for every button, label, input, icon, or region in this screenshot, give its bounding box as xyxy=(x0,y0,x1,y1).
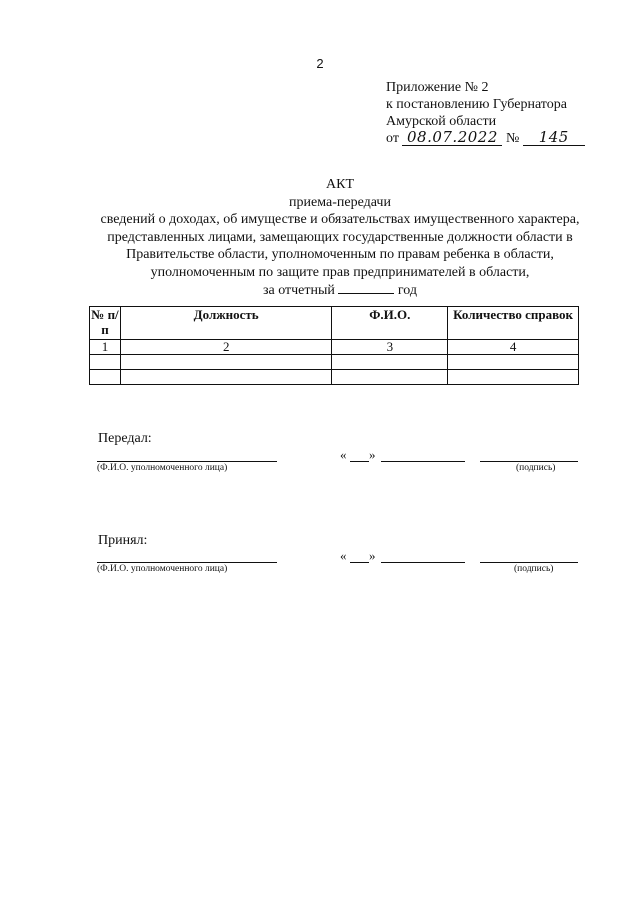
date-prefix: от xyxy=(386,131,399,146)
title-line-5: уполномоченным по защите прав предпринимателей в области, xyxy=(150,264,530,280)
handwritten-date: 08.07.2022 xyxy=(402,130,502,146)
received-day-line[interactable] xyxy=(350,562,369,563)
received-by-label: Принял: xyxy=(98,533,148,548)
page-number: 2 xyxy=(316,56,324,71)
appendix-date-line xyxy=(386,130,585,147)
title-line-1: приема-передачи xyxy=(289,194,391,210)
table-cell[interactable] xyxy=(332,355,448,370)
table-cell[interactable] xyxy=(90,370,121,385)
transferred-signature-caption: (подпись) xyxy=(516,463,556,473)
title-line-2: сведений о доходах, об имуществе и обязательствах имущественного характера, xyxy=(100,212,580,227)
title-line-3: представленных лицами, замещающих государственные должности области в xyxy=(107,229,573,245)
title-line-4: Правительстве области, уполномоченным по правам ребенка в области, xyxy=(126,247,554,262)
table-cell: 4 xyxy=(448,340,579,355)
table-row xyxy=(90,355,579,370)
table-row xyxy=(90,370,579,385)
table-header-row xyxy=(90,307,579,340)
appendix-block xyxy=(386,79,585,147)
transferred-name-caption: (Ф.И.О. уполномоченного лица) xyxy=(97,463,228,473)
transferred-signature-line[interactable] xyxy=(480,461,578,462)
table-cell[interactable] xyxy=(332,370,448,385)
transferred-day-line[interactable] xyxy=(350,461,369,462)
header-count: Количество справок xyxy=(448,307,579,340)
received-signature-caption: (подпись) xyxy=(514,564,554,574)
received-month-line[interactable] xyxy=(381,562,465,563)
appendix-region: Амурской области xyxy=(386,114,497,129)
table-cell[interactable] xyxy=(120,355,332,370)
reporting-year-prefix: за отчетный xyxy=(262,283,335,298)
handwritten-number: 145 xyxy=(523,130,585,146)
reporting-year-blank[interactable] xyxy=(338,281,394,294)
table-cell[interactable] xyxy=(448,370,579,385)
transferred-month-line[interactable] xyxy=(381,461,465,462)
appendix-reference: к постановлению Губернатора xyxy=(386,97,567,112)
number-prefix: № xyxy=(505,131,520,146)
received-open-quote: « xyxy=(340,548,347,563)
table-numbering-row xyxy=(90,340,579,355)
table-cell: 3 xyxy=(332,340,448,355)
table-cell: 2 xyxy=(120,340,332,355)
table-cell[interactable] xyxy=(120,370,332,385)
transfer-table xyxy=(89,306,579,385)
received-close-quote: » xyxy=(369,548,376,563)
header-full-name: Ф.И.О. xyxy=(332,307,448,340)
header-number: № п/п xyxy=(90,307,121,340)
title-line-6 xyxy=(70,281,610,300)
transferred-close-quote: » xyxy=(369,447,376,462)
appendix-title: Приложение № 2 xyxy=(386,80,489,95)
table-cell[interactable] xyxy=(448,355,579,370)
transferred-open-quote: « xyxy=(340,447,347,462)
received-name-caption: (Ф.И.О. уполномоченного лица) xyxy=(97,564,228,574)
document-title-block xyxy=(70,176,610,300)
transferred-by-label: Передал: xyxy=(98,431,152,446)
received-signature-line[interactable] xyxy=(480,562,578,563)
document-heading: АКТ xyxy=(326,177,354,192)
table-cell: 1 xyxy=(90,340,121,355)
reporting-year-suffix: год xyxy=(397,283,418,298)
received-name-line[interactable] xyxy=(97,562,277,563)
transferred-name-line[interactable] xyxy=(97,461,277,462)
table-cell[interactable] xyxy=(90,355,121,370)
header-position: Должность xyxy=(120,307,332,340)
